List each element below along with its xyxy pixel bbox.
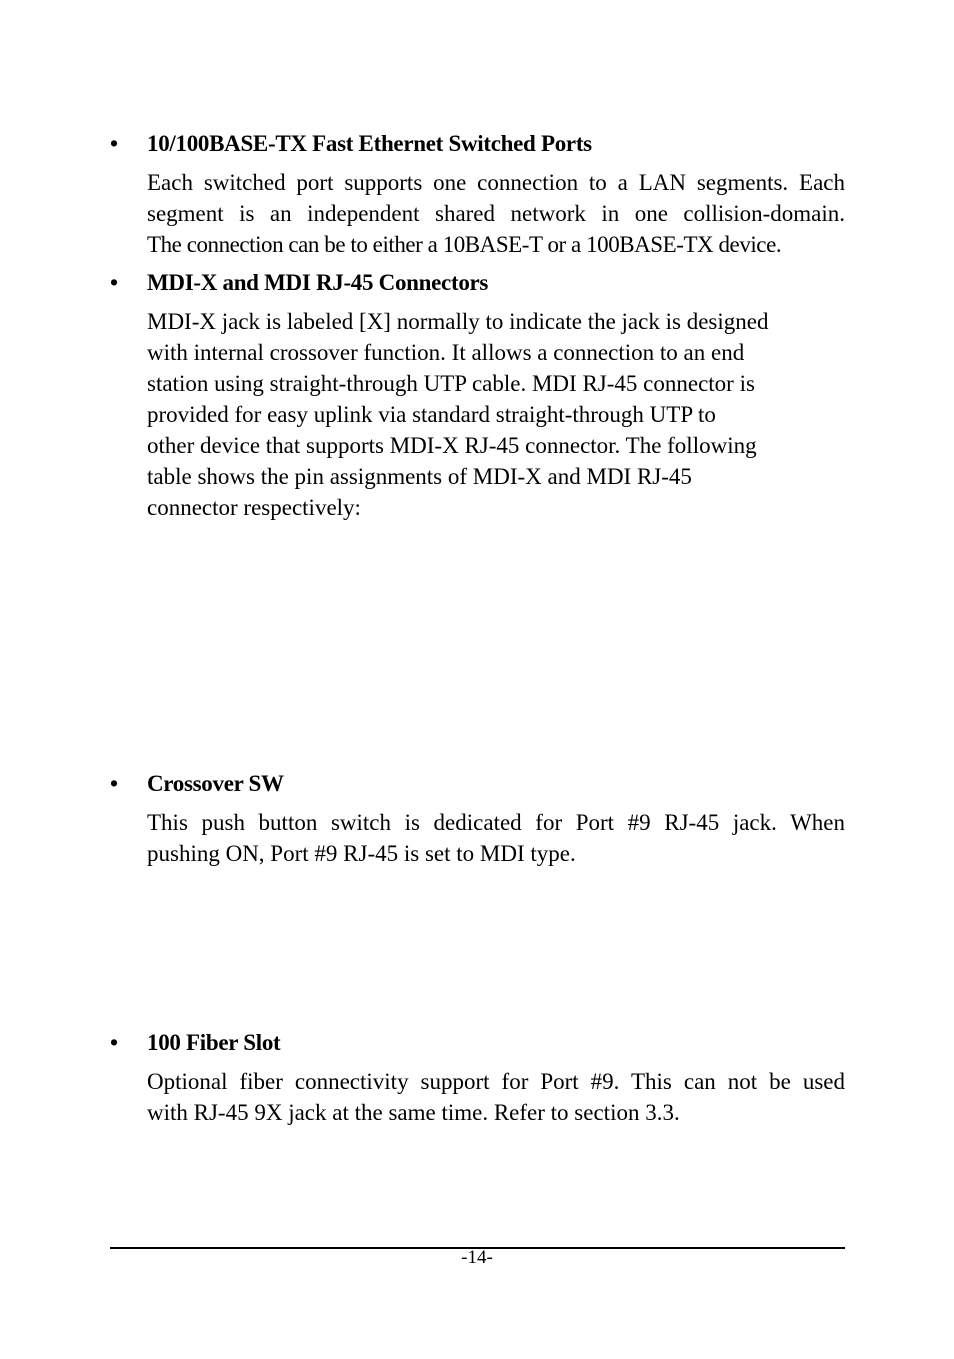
paragraph-line: Optional fiber connectivity support for Port #9. This can not be used: [147, 1069, 845, 1094]
bullet-marker: •: [110, 131, 119, 156]
paragraph-line: other device that supports MDI-X RJ-45 connector. The following: [147, 433, 757, 458]
section-paragraph: [147, 167, 845, 260]
paragraph-line: station using straight-through UTP cable. MDI RJ-45 connector is: [147, 371, 755, 396]
paragraph-line: MDI-X jack is labeled [X] normally to indicate the jack is designed: [147, 309, 769, 334]
section-heading: MDI-X and MDI RJ-45 Connectors: [147, 270, 489, 295]
section-heading: 100 Fiber Slot: [147, 1030, 281, 1055]
paragraph-line: Each switched port supports one connection to a LAN segments. Each: [147, 170, 845, 195]
bullet-marker: •: [110, 270, 119, 295]
section-heading: 10/100BASE-TX Fast Ethernet Switched Ports: [147, 131, 592, 156]
section-heading: Crossover SW: [147, 771, 284, 796]
section-paragraph: [147, 1066, 845, 1128]
section-paragraph: [147, 807, 845, 869]
paragraph-line: This push button switch is dedicated for Port #9 RJ-45 jack. When: [147, 810, 845, 835]
paragraph-line: table shows the pin assignments of MDI-X and MDI RJ-45: [147, 464, 692, 489]
section-paragraph: [147, 306, 768, 523]
paragraph-line: segment is an independent shared network in one collision-domain.: [147, 201, 845, 226]
paragraph-line: connector respectively:: [147, 495, 361, 520]
bullet-marker: •: [110, 771, 119, 796]
paragraph-line: with RJ-45 9X jack at the same time. Refer to section 3.3.: [147, 1100, 680, 1125]
paragraph-line: The connection can be to either a 10BASE-T or a 100BASE-TX device.: [147, 232, 782, 257]
paragraph-line: pushing ON, Port #9 RJ-45 is set to MDI type.: [147, 841, 576, 866]
page-number: -14-: [461, 1247, 493, 1268]
paragraph-line: provided for easy uplink via standard straight-through UTP to: [147, 402, 716, 427]
bullet-marker: •: [110, 1030, 119, 1055]
paragraph-line: with internal crossover function. It allows a connection to an end: [147, 340, 745, 365]
